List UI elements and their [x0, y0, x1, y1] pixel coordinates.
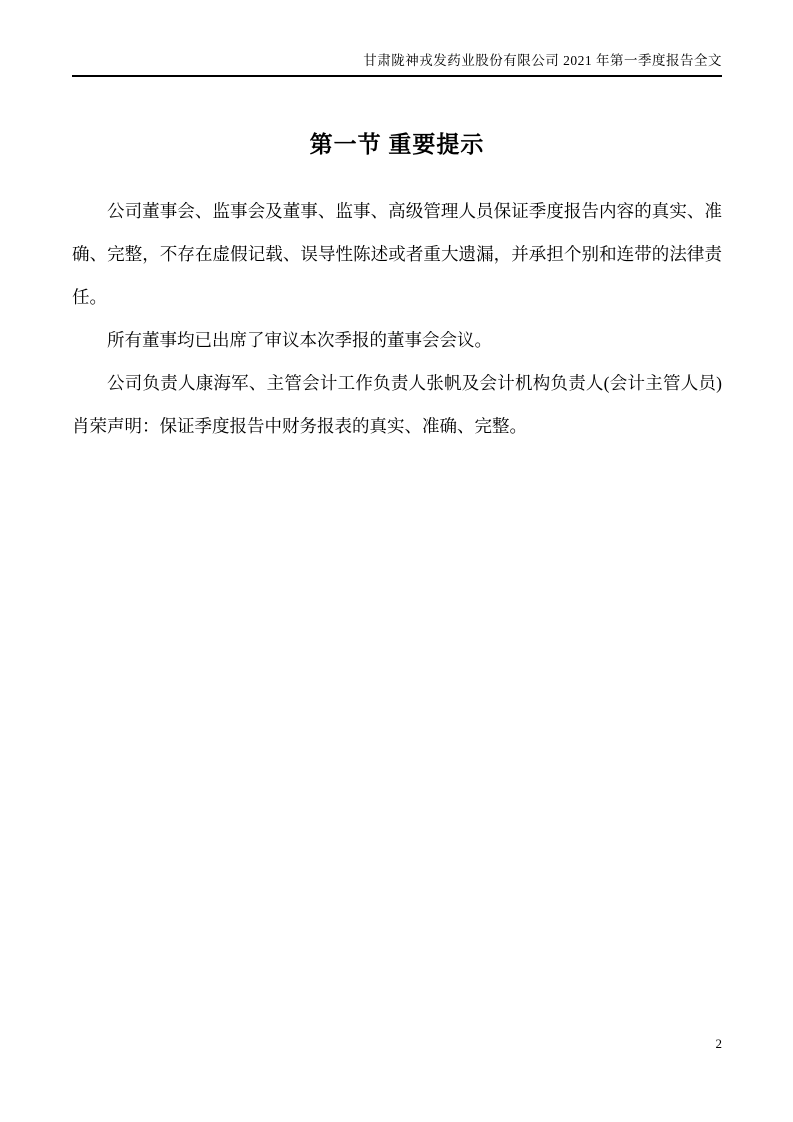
- paragraph-board-guarantee: 公司董事会、监事会及董事、监事、高级管理人员保证季度报告内容的真实、准确、完整，不存在虚假记载、误导性陈述或者重大遗漏，并承担个别和连带的法律责任。: [72, 201, 722, 307]
- section-title: 第一节 重要提示: [309, 132, 485, 157]
- paragraph-directors-attendance: 所有董事均已出席了审议本次季报的董事会会议。: [107, 330, 492, 350]
- body-text-block: [72, 190, 722, 448]
- page-number: 2: [715, 1036, 722, 1051]
- page-header-text: 甘肃陇神戎发药业股份有限公司 2021 年第一季度报告全文: [72, 52, 722, 77]
- paragraph-responsible-persons-statement: 公司负责人康海军、主管会计工作负责人张帆及会计机构负责人(会计主管人员)肖荣声明：保证季度报告中财务报表的真实、准确、完整。: [72, 373, 722, 436]
